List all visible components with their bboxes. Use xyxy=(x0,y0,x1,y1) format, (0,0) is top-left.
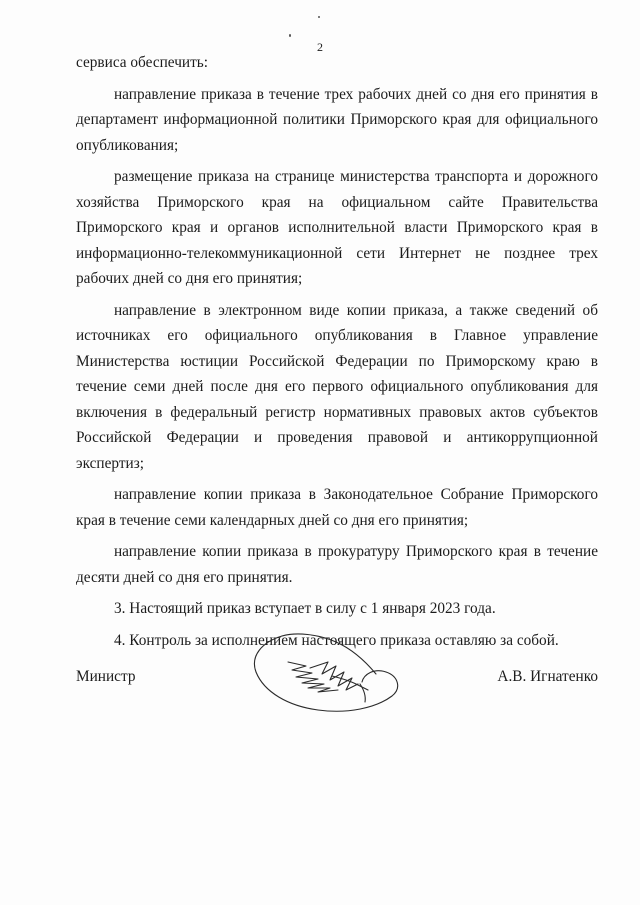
paragraph-point-3: 3. Настоящий приказ вступает в силу с 1 января 2023 года. xyxy=(114,600,496,617)
document-body xyxy=(76,50,598,653)
paragraph-item-registry: направление в электронном виде копии приказа, а также сведений об источниках его официального опубликования в Главное управление Министерства юстиции Российской Федерации по Приморскому краю в течение семи дней после дня его первого официального опубликования для включения в федеральный регистр нормативных правовых актов субъектов Российской Федерации и проведения правовой и антикоррупционной экспертиз; xyxy=(76,301,598,472)
paragraph-point-4: 4. Контроль за исполнением настоящего приказа оставляю за собой. xyxy=(114,631,559,649)
paragraph-item-assembly: направление копии приказа в Законодательное Собрание Приморского края в течение семи календарных дней со дня его принятия; xyxy=(76,486,598,529)
signatory-name: А.В. Игнатенко xyxy=(497,668,598,685)
signatory-position: Министр xyxy=(76,668,136,685)
page-number: 2 xyxy=(317,40,323,54)
paragraph-item-prosecutor: направление копии приказа в прокуратуру Приморского края в течение десяти дней со дня его принятия. xyxy=(76,543,598,586)
paragraph-item-publication: направление приказа в течение трех рабочих дней со дня его принятия в департамент информационной политики Приморского края для официального опубликования; xyxy=(76,85,598,154)
paragraph-item-website: размещение приказа на странице министерства транспорта и дорожного хозяйства Приморского края на официальном сайте Правительства Приморского края и органов исполнительной власти Приморского края в информационно-телекоммуникационной сети Интернет не позднее трех рабочих дней со дня его принятия; xyxy=(76,168,598,287)
handwritten-signature xyxy=(248,632,408,714)
scan-speck xyxy=(289,34,291,37)
scan-speck xyxy=(318,16,320,18)
paragraph-intro: сервиса обеспечить: xyxy=(76,54,208,71)
